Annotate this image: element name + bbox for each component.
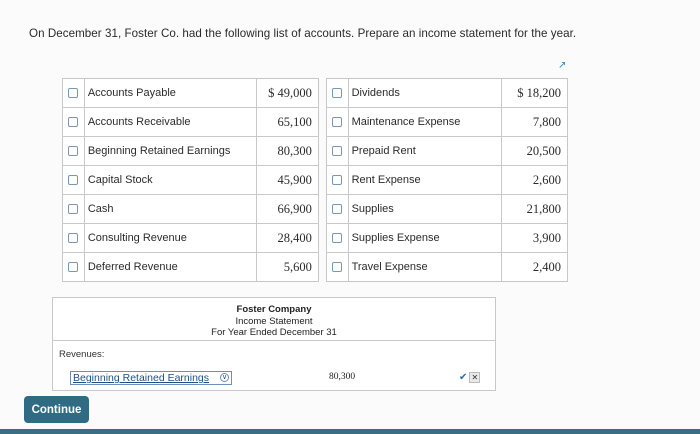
column-gap [318,166,326,195]
account-checkbox-cell[interactable] [326,108,348,137]
account-checkbox-cell[interactable] [63,224,85,253]
revenue-account-select[interactable] [70,371,232,385]
account-amount: $ 18,200 [502,79,568,108]
correct-check-icon: ✔ [459,372,468,384]
account-amount: 45,900 [257,166,319,195]
checkbox-icon[interactable] [68,146,78,156]
account-row [63,137,568,166]
column-gap [318,224,326,253]
account-name: Prepaid Rent [348,137,502,166]
account-row [63,166,568,195]
bottom-bar [0,429,700,434]
account-amount: 80,300 [257,137,319,166]
account-checkbox-cell[interactable] [326,224,348,253]
revenue-amount-input[interactable]: 80,300 [329,372,356,382]
revenues-label: Revenues: [59,349,105,360]
account-name: Capital Stock [84,166,256,195]
checkbox-icon[interactable] [68,204,78,214]
account-name: Accounts Payable [84,79,256,108]
column-gap [318,79,326,108]
account-checkbox-cell[interactable] [63,137,85,166]
incorrect-x-icon: ✕ [469,372,480,383]
checkbox-icon[interactable] [332,117,342,127]
expand-corner-icon[interactable]: ↗ [558,60,567,71]
checkbox-icon[interactable] [68,117,78,127]
account-name: Accounts Receivable [84,108,256,137]
account-amount: 3,900 [502,224,568,253]
account-amount: 5,600 [257,253,319,282]
account-name: Rent Expense [348,166,502,195]
account-amount: 20,500 [502,137,568,166]
account-name: Supplies [348,195,502,224]
account-row [63,108,568,137]
account-name: Deferred Revenue [84,253,256,282]
account-checkbox-cell[interactable] [326,195,348,224]
account-name: Dividends [348,79,502,108]
account-amount: $ 49,000 [257,79,319,108]
statement-header [52,297,496,341]
account-amount: 28,400 [257,224,319,253]
account-row [63,224,568,253]
checkbox-icon[interactable] [68,233,78,243]
chevron-down-icon: ∨ [221,374,228,381]
account-amount: 65,100 [257,108,319,137]
account-name: Maintenance Expense [348,108,502,137]
account-amount: 21,800 [502,195,568,224]
checkbox-icon[interactable] [332,204,342,214]
checkbox-icon[interactable] [68,175,78,185]
account-name: Beginning Retained Earnings [84,137,256,166]
checkbox-icon[interactable] [332,146,342,156]
checkbox-icon[interactable] [332,262,342,272]
continue-button[interactable]: Continue [24,396,89,423]
question-text: On December 31, Foster Co. had the following list of accounts. Prepare an income statement for the year. [29,27,577,40]
checkbox-icon[interactable] [68,262,78,272]
account-name: Consulting Revenue [84,224,256,253]
statement-period: For Year Ended December 31 [211,327,337,338]
accounts-table [62,78,568,282]
account-row [63,79,568,108]
column-gap [318,195,326,224]
account-row [63,253,568,282]
account-name: Travel Expense [348,253,502,282]
checkbox-icon[interactable] [332,175,342,185]
account-checkbox-cell[interactable] [326,137,348,166]
account-amount: 7,800 [502,108,568,137]
account-checkbox-cell[interactable] [63,166,85,195]
account-amount: 66,900 [257,195,319,224]
account-checkbox-cell[interactable] [63,79,85,108]
account-checkbox-cell[interactable] [63,108,85,137]
account-name: Supplies Expense [348,224,502,253]
account-amount: 2,600 [502,166,568,195]
account-checkbox-cell[interactable] [63,195,85,224]
account-checkbox-cell[interactable] [326,166,348,195]
account-checkbox-cell[interactable] [326,79,348,108]
checkbox-icon[interactable] [332,233,342,243]
checkbox-icon[interactable] [332,88,342,98]
company-name: Foster Company [236,304,312,315]
account-name: Cash [84,195,256,224]
status-icons [459,372,480,383]
revenue-account-select-value: Beginning Retained Earnings [73,372,210,384]
account-amount: 2,400 [502,253,568,282]
column-gap [318,137,326,166]
statement-title: Income Statement [235,315,313,327]
account-checkbox-cell[interactable] [326,253,348,282]
column-gap [318,108,326,137]
account-row [63,195,568,224]
account-checkbox-cell[interactable] [63,253,85,282]
checkbox-icon[interactable] [68,88,78,98]
column-gap [318,253,326,282]
